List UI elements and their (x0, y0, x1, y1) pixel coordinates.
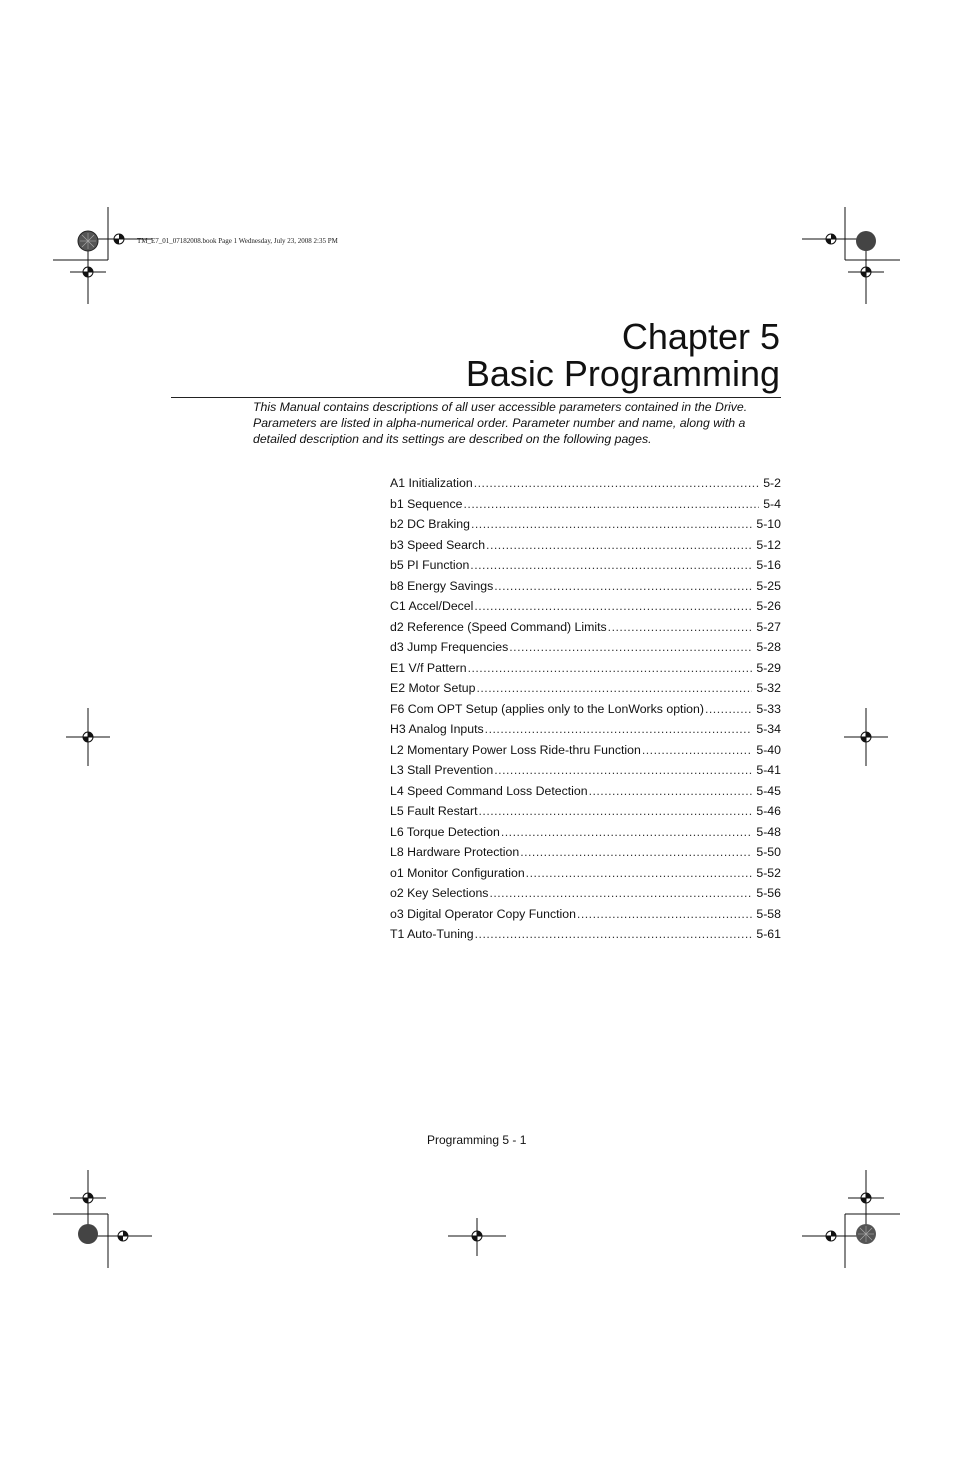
toc-leader-dots (520, 842, 752, 863)
toc-entry[interactable] (390, 658, 781, 679)
toc-entry-page: 5-26 (756, 599, 781, 613)
toc-leader-dots (705, 699, 752, 720)
toc-entry[interactable] (390, 514, 781, 535)
toc-leader-dots (489, 883, 752, 904)
toc-entry-page: 5-4 (763, 496, 781, 511)
toc-entry[interactable] (390, 555, 781, 576)
toc-entry-label: b2 DC Braking (390, 517, 470, 531)
toc-entry-page: 5-12 (756, 537, 781, 552)
toc-entry[interactable] (390, 760, 781, 781)
toc-entry-label: d3 Jump Frequencies (390, 640, 509, 654)
page-footer: Programming 5 - 1 (427, 1133, 527, 1147)
toc-leader-dots (608, 617, 753, 638)
toc-entry-label: o2 Key Selections (390, 886, 489, 900)
toc-leader-dots (494, 760, 752, 781)
toc-leader-dots (642, 740, 753, 761)
title-rule (171, 397, 781, 398)
toc-leader-dots (501, 822, 753, 843)
toc-entry-label: L4 Speed Command Loss Detection (390, 783, 588, 798)
toc-entry[interactable] (390, 699, 781, 720)
toc-entry-page: 5-52 (756, 865, 781, 880)
toc-entry-page: 5-46 (756, 804, 781, 818)
toc-leader-dots (476, 678, 752, 699)
toc-entry-page: 5-45 (756, 783, 781, 798)
toc-entry[interactable] (390, 863, 781, 884)
toc-entry-page: 5-25 (756, 578, 781, 593)
toc-entry[interactable] (390, 596, 781, 617)
toc-entry-label: L5 Fault Restart (390, 804, 478, 818)
toc-leader-dots (478, 801, 752, 822)
toc-entry-label: E1 V/f Pattern (390, 660, 467, 675)
toc-entry-label: T1 Auto-Tuning (390, 927, 474, 941)
toc-entry-label: L3 Stall Prevention (390, 763, 494, 777)
toc-entry-label: L2 Momentary Power Loss Ride-thru Function (390, 742, 641, 757)
toc-leader-dots (577, 904, 752, 925)
toc-entry[interactable] (390, 473, 781, 494)
toc-leader-dots (475, 924, 753, 945)
table-of-contents (390, 473, 781, 945)
chapter-intro: This Manual contains descriptions of all user accessible parameters contained in the Drive. Parameters are listed in alpha-numerical order. Parameter number and name, along with a detailed description and its settings are described on the following pages. (253, 400, 748, 446)
toc-entry-label: o3 Digital Operator Copy Function (390, 906, 576, 921)
toc-entry[interactable] (390, 883, 781, 904)
toc-entry[interactable] (390, 494, 781, 515)
toc-entry-label: F6 Com OPT Setup (applies only to the LonWorks option) (390, 701, 704, 716)
toc-entry-page: 5-29 (756, 660, 781, 675)
toc-entry[interactable] (390, 576, 781, 597)
toc-entry[interactable] (390, 801, 781, 822)
toc-entry-label: b1 Sequence (390, 496, 463, 511)
toc-entry-page: 5-58 (756, 906, 781, 921)
toc-entry[interactable] (390, 822, 781, 843)
toc-entry-label: d2 Reference (Speed Command) Limits (390, 619, 607, 634)
toc-entry-page: 5-61 (756, 927, 781, 941)
toc-entry-page: 5-50 (756, 845, 781, 859)
toc-entry[interactable] (390, 678, 781, 699)
toc-entry[interactable] (390, 842, 781, 863)
toc-entry-label: E2 Motor Setup (390, 681, 476, 695)
toc-leader-dots (486, 535, 752, 556)
toc-entry-page: 5-34 (756, 722, 781, 736)
book-header-note: TM_E7_01_07182008.book Page 1 Wednesday, July 23, 2008 2:35 PM (137, 237, 338, 245)
toc-entry-page: 5-16 (756, 558, 781, 572)
toc-entry[interactable] (390, 924, 781, 945)
toc-entry[interactable] (390, 617, 781, 638)
toc-leader-dots (470, 555, 752, 576)
toc-leader-dots (474, 473, 760, 494)
toc-entry-page: 5-28 (756, 640, 781, 654)
toc-entry[interactable] (390, 740, 781, 761)
toc-leader-dots (509, 637, 752, 658)
toc-entry[interactable] (390, 637, 781, 658)
toc-entry-page: 5-27 (756, 619, 781, 634)
toc-entry-page: 5-10 (756, 517, 781, 531)
toc-entry[interactable] (390, 781, 781, 802)
toc-entry-label: H3 Analog Inputs (390, 722, 484, 736)
toc-leader-dots (526, 863, 753, 884)
toc-entry[interactable] (390, 535, 781, 556)
toc-leader-dots (494, 576, 752, 597)
toc-entry-label: C1 Accel/Decel (390, 599, 474, 613)
toc-entry-label: o1 Monitor Configuration (390, 865, 525, 880)
toc-entry-page: 5-40 (756, 742, 781, 757)
toc-leader-dots (471, 514, 752, 535)
toc-entry-page: 5-32 (756, 681, 781, 695)
toc-leader-dots (589, 781, 753, 802)
toc-entry-page: 5-33 (756, 701, 781, 716)
chapter-title (466, 318, 780, 392)
toc-entry-page: 5-48 (756, 824, 781, 839)
toc-entry-label: b5 PI Function (390, 558, 470, 572)
toc-entry-label: b8 Energy Savings (390, 578, 494, 593)
toc-leader-dots (468, 658, 753, 679)
toc-entry-page: 5-2 (763, 476, 781, 490)
toc-entry[interactable] (390, 904, 781, 925)
toc-entry-page: 5-41 (756, 763, 781, 777)
chapter-number: Chapter 5 (621, 316, 780, 357)
toc-leader-dots (463, 494, 759, 515)
chapter-name: Basic Programming (465, 353, 780, 394)
toc-entry-page: 5-56 (756, 886, 781, 900)
toc-leader-dots (474, 596, 752, 617)
toc-entry-label: L6 Torque Detection (390, 824, 500, 839)
toc-leader-dots (485, 719, 753, 740)
toc-entry-label: L8 Hardware Protection (390, 845, 520, 859)
toc-entry-label: b3 Speed Search (390, 537, 486, 552)
toc-entry-label: A1 Initialization (390, 476, 473, 490)
toc-entry[interactable] (390, 719, 781, 740)
